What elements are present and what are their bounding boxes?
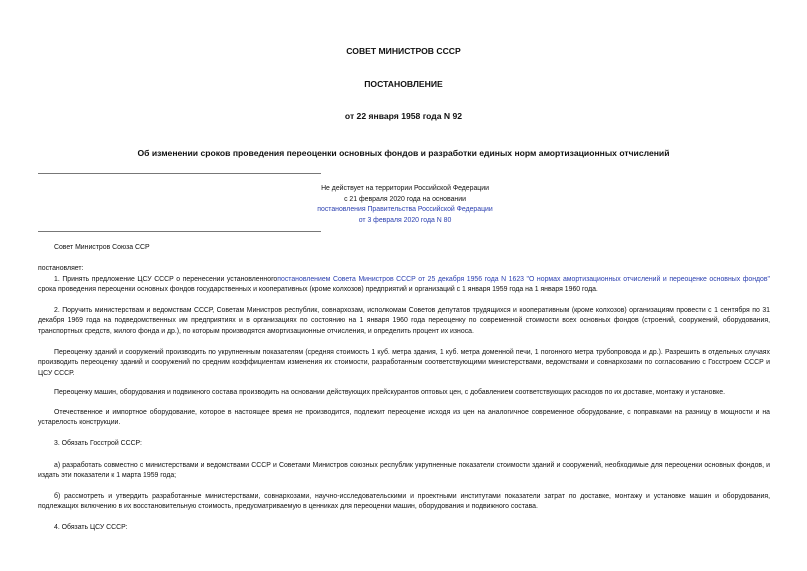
paragraph-1-start: 1. Принять предложение ЦСУ СССР о перенесении установленного: [54, 276, 278, 283]
top-divider: [38, 173, 321, 174]
doc-type-heading: ПОСТАНОВЛЕНИЕ: [364, 79, 443, 89]
paragraph-2: 2. Поручить министерствам и ведомствам СССР, Советам Министров республик, совнархозам, исполкомам Советов депутатов трудящихся и кооперативным (кроме колхозов) организациям провести с 1 сентября по 31 декабря 1969 года на подведомственных им предприятиях и в организациях по состоянию на 1 января 1960 года переоценку по современной стоимости всех основных фондов (строений, сооружений, оборудования, транспортных средств, жилого фонда и др.), по которым производятся амортизационные отчисления, и определить процент их износа.: [38, 307, 770, 335]
paragraph-9: 4. Обязать ЦСУ СССР:: [54, 524, 128, 531]
paragraph-3: Переоценку зданий и сооружений производить по укрупненным показателям (средняя стоимость 1 куб. метра здания, 1 куб. метра доменной печи, 1 погонного метра трубопровода и др.). Разрешить в отдельных случаях производить переоценку зданий и сооружений по средним коэффициентам изменения их стоимости, разработанным соответствующими министерствами, ведомствами и совнархозами по согласованию с Госстроем СССР и ЦСУ СССР.: [38, 349, 770, 377]
paragraph-4: Переоценку машин, оборудования и подвижного состава производить на основании действующих прейскурантов оптовых цен, с добавлением соответствующих расходов по их доставке, монтажу и установке.: [54, 389, 726, 396]
decree-1956-link[interactable]: постановлением Совета Министров СССР от 25 декабря 1956 года N 1623 "О нормах амортизационных отчислений и переоценке основных фондов": [277, 276, 770, 283]
issuer-line: Совет Министров Союза ССР: [54, 244, 150, 251]
paragraph-1: [38, 275, 770, 296]
decree-word: постановляет:: [38, 265, 84, 272]
paragraph-8: б) рассмотреть и утвердить разработанные министерствами, совнархозами, научно-исследовательскими и проектными институтами показатели затрат по доставке, монтажу и установке машин и оборудования, подлежащих включению в их восстановительную стоимость, предусматриваемую в ценниках для переоценки машин, оборудования и подвижного состава.: [38, 493, 770, 511]
validity-notice: [240, 184, 570, 226]
paragraph-1-end: срока проведения переоценки основных фондов государственных и кооперативных (кроме колхозов) предприятий и организаций с 1 января 1959 года на 1 января 1960 года.: [38, 286, 598, 294]
bottom-divider: [38, 231, 321, 232]
notice-line-1: Не действует на территории Российской Федерации: [321, 185, 489, 192]
paragraph-7: а) разработать совместно с министерствами и ведомствами СССР и Советами Министров союзных республик укрупненные показатели стоимости зданий и сооружений, необходимые для переоценки основных фондов, и издать эти показатели к 1 марта 1959 года;: [38, 462, 770, 480]
notice-line-2: с 21 февраля 2020 года на основании: [344, 195, 466, 203]
document-title: Об изменении сроков проведения переоценки основных фондов и разработки единых норм амортизационных отчислений: [137, 148, 670, 158]
paragraph-6: 3. Обязать Госстрой СССР:: [54, 440, 142, 447]
notice-link-line-1[interactable]: постановления Правительства Российской Федерации: [317, 206, 493, 214]
date-number-heading: от 22 января 1958 года N 92: [344, 111, 463, 121]
paragraph-5: Отечественное и импортное оборудование, которое в настоящее время не производится, подлежит переоценке исходя из цен на аналогичное современное оборудование, с поправками на разницу в мощности и на устарелость конструкции.: [38, 409, 770, 427]
org-heading: СОВЕТ МИНИСТРОВ СССР: [346, 46, 461, 56]
notice-link-line-2[interactable]: от 3 февраля 2020 года N 80: [358, 216, 452, 224]
